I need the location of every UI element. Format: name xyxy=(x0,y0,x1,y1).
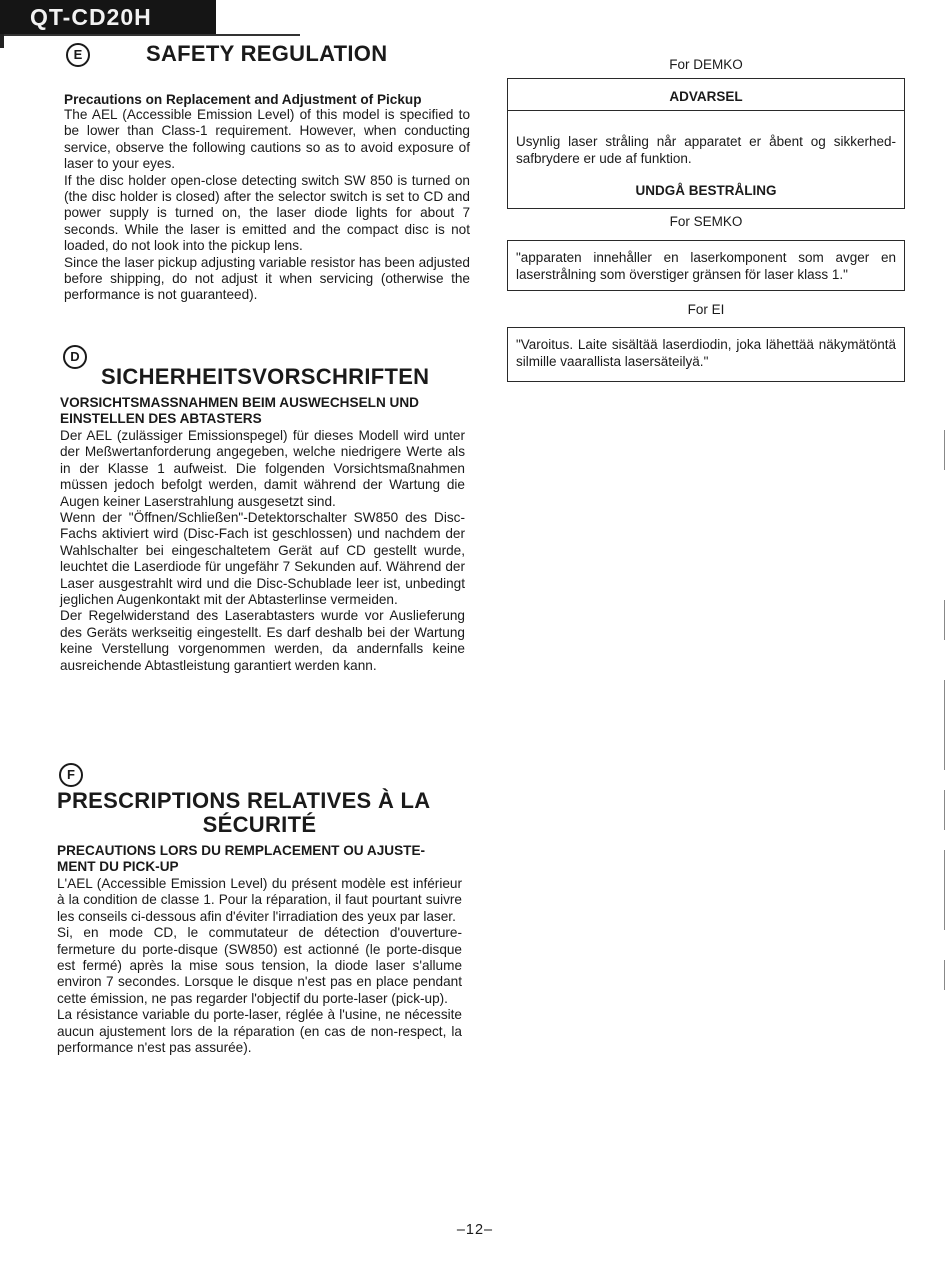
scan-mark xyxy=(944,680,945,770)
scan-mark xyxy=(944,960,945,990)
model-badge xyxy=(0,0,216,34)
english-paragraph-2: If the disc holder open-close detecting switch SW 850 is turned on (the disc holder is closed) after the selector switch is set to CD and power supply is turned on, the laser diode lights for about 7 seconds. While the laser is emitted and the compact disc is not loaded, do not look into the pickup lens. xyxy=(64,172,470,254)
semko-warning-box xyxy=(507,240,905,291)
header-rule xyxy=(0,34,300,36)
german-body xyxy=(60,428,465,674)
header-tick xyxy=(0,34,4,48)
scan-mark xyxy=(944,850,945,930)
scan-mark xyxy=(944,600,945,640)
french-paragraph-2: Si, en mode CD, le commutateur de détection d'ouverture-fermeture du porte-disque (SW850) est actionné (le porte-disque est fermé) après la mise sous tension, la diode laser s'allume environ 7 secondes. Lorsque le disque n'est pas en place pendant cette émission, ne pas regarder l'objectif du porte-laser (pick-up). xyxy=(57,925,462,1006)
french-subtitle: PRECAUTIONS LORS DU REMPLACEMENT OU AJUSTE-MENT DU PICK-UP xyxy=(57,843,426,874)
english-body xyxy=(64,107,470,304)
model-number: QT-CD20H xyxy=(30,4,152,30)
english-paragraph-3: Since the laser pickup adjusting variable resistor has been adjusted before shipping, do not adjust it when servicing (otherwise the performance is not guaranteed). xyxy=(64,254,470,303)
ei-text: "Varoitus. Laite sisältää laserdiodin, joka lähettää näkymätöntä silmille vaarallista lasersäteilyä." xyxy=(516,337,896,369)
english-marker: E xyxy=(66,43,90,67)
german-title: SICHERHEITSVORSCHRIFTEN xyxy=(101,364,430,389)
ei-warning-box xyxy=(507,327,905,382)
scan-mark xyxy=(944,790,945,830)
german-paragraph-2: Wenn der "Öffnen/Schließen"-Detektorschalter SW850 des Disc-Fachs aktiviert wird (Disc-Fach ist geschlossen) und nachdem der Wahlschalter bei eingeschaltetem Gerät auf CD gestellt wurde, leuchtet die Laserdiode für ungefähr 7 Sekunden auf. Während der Laser ausgestrahlt wird und die Disc-Schublade leer ist, unbedingt jeglichen Augenkontakt mit der Abtasterlinse vermeiden. xyxy=(60,510,465,608)
german-marker: D xyxy=(63,345,87,369)
semko-caption: For SEMKO xyxy=(669,214,743,229)
german-paragraph-1: Der AEL (zulässiger Emissionspegel) für dieses Modell wird unter der Meßwertanforderung angegeben, welche niedrigere Werte als in der Klasse 1 aufweist. Die folgenden Vorsichtsmaßnahmen müssen jedoch befolgt werden, damit während der Wartung die Augen keiner Laserstrahlung ausgesetzt sind. xyxy=(60,428,465,509)
french-paragraph-1: L'AEL (Accessible Emission Level) du présent modèle est inférieur à la condition de classe 1. Pour la réparation, il faut pourtant suivre les conseils ci-dessous afin d'éviter l'irradiation des yeux par laser. xyxy=(57,876,462,924)
german-subtitle: VORSICHTSMASSNAHMEN BEIM AUSWECHSELN UND EINSTELLEN DES ABTASTERS xyxy=(60,395,419,426)
french-marker: F xyxy=(59,763,83,787)
demko-text: Usynlig laser stråling når apparatet er åbent og sikkerhed-safbrydere er ude af funktion. xyxy=(516,134,896,166)
french-body xyxy=(57,876,462,1056)
french-title-line2: SÉCURITÉ xyxy=(202,812,317,837)
english-paragraph-1: The AEL (Accessible Emission Level) of this model is specified to be lower than Class-1 requirement. However, when conducting service, observe the following cautions so as to avoid exposure of laser to your eyes. xyxy=(64,107,470,172)
semko-text: "apparaten innehåller en laserkomponent som avger en laserstrålning som överstiger gränsen för laser klass 1." xyxy=(516,250,896,282)
german-paragraph-3: Der Regelwiderstand des Laserabtasters wurde vor Auslieferung des Geräts werkseitig eingestellt. Es darf deshalb bei der Wartung keine Verstellung vorgenommen werden, da andernfalls keine ausreichende Abtastleistung garantiert werden kann. xyxy=(60,608,465,673)
english-title: SAFETY REGULATION xyxy=(146,41,388,66)
page-number: –12– xyxy=(456,1222,494,1238)
french-title-line1: PRESCRIPTIONS RELATIVES À LA xyxy=(57,788,431,813)
ei-caption: For EI xyxy=(687,302,725,317)
scan-mark xyxy=(944,430,945,470)
english-subtitle: Precautions on Replacement and Adjustment of Pickup xyxy=(64,92,422,107)
demko-warning-box xyxy=(507,78,905,209)
demko-caption: For DEMKO xyxy=(669,57,743,72)
demko-footer: UNDGÅ BESTRÅLING xyxy=(635,183,777,198)
demko-heading: ADVARSEL xyxy=(669,89,743,104)
french-paragraph-3: La résistance variable du porte-laser, réglée à l'usine, ne nécessite aucun ajustement lors de la réparation (en cas de non-respect, la performance n'est pas assurée). xyxy=(57,1007,462,1056)
